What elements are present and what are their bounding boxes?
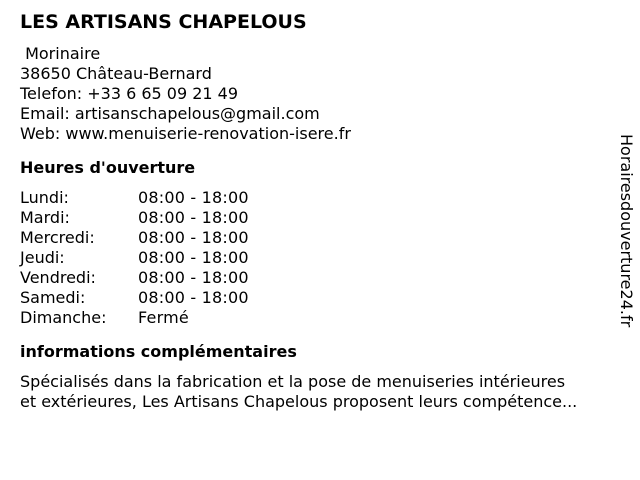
time-value: 08:00 - 18:00 [138,288,249,307]
address-block [20,44,620,144]
time-value: Fermé [138,308,189,327]
site-watermark: Horairesdouverture24.fr [617,134,636,328]
time-value: 08:00 - 18:00 [138,268,249,287]
web-line: Web: www.menuiserie-renovation-isere.fr [20,124,351,143]
business-card [20,10,620,412]
hours-row-vendredi [20,268,620,288]
hours-row-samedi [20,288,620,308]
day-label: Mercredi: [20,228,95,247]
info-line: et extérieures, Les Artisans Chapelous proposent leurs compétence... [20,392,578,411]
info-line: Spécialisés dans la fabrication et la pose de menuiseries intérieures [20,372,566,391]
time-value: 08:00 - 18:00 [138,228,249,247]
day-label: Lundi: [20,188,69,207]
time-value: 08:00 - 18:00 [138,208,249,227]
hours-row-lundi [20,188,620,208]
hours-row-mardi [20,208,620,228]
hours-table [20,188,620,328]
day-label: Vendredi: [20,268,96,287]
info-description [20,372,632,412]
day-label: Jeudi: [20,248,65,267]
business-name: LES ARTISANS CHAPELOUS [20,11,307,33]
hours-heading: Heures d'ouverture [20,158,196,177]
hours-row-mercredi [20,228,620,248]
day-label: Samedi: [20,288,86,307]
info-heading: informations complémentaires [20,342,297,361]
day-label: Dimanche: [20,308,107,327]
hours-row-dimanche [20,308,620,328]
time-value: 08:00 - 18:00 [138,248,249,267]
day-label: Mardi: [20,208,70,227]
hours-row-jeudi [20,248,620,268]
phone-line: Telefon: +33 6 65 09 21 49 [20,84,239,103]
street-line: Morinaire [20,44,101,63]
email-line: Email: artisanschapelous@gmail.com [20,104,320,123]
time-value: 08:00 - 18:00 [138,188,249,207]
city-line: 38650 Château-Bernard [20,64,212,83]
